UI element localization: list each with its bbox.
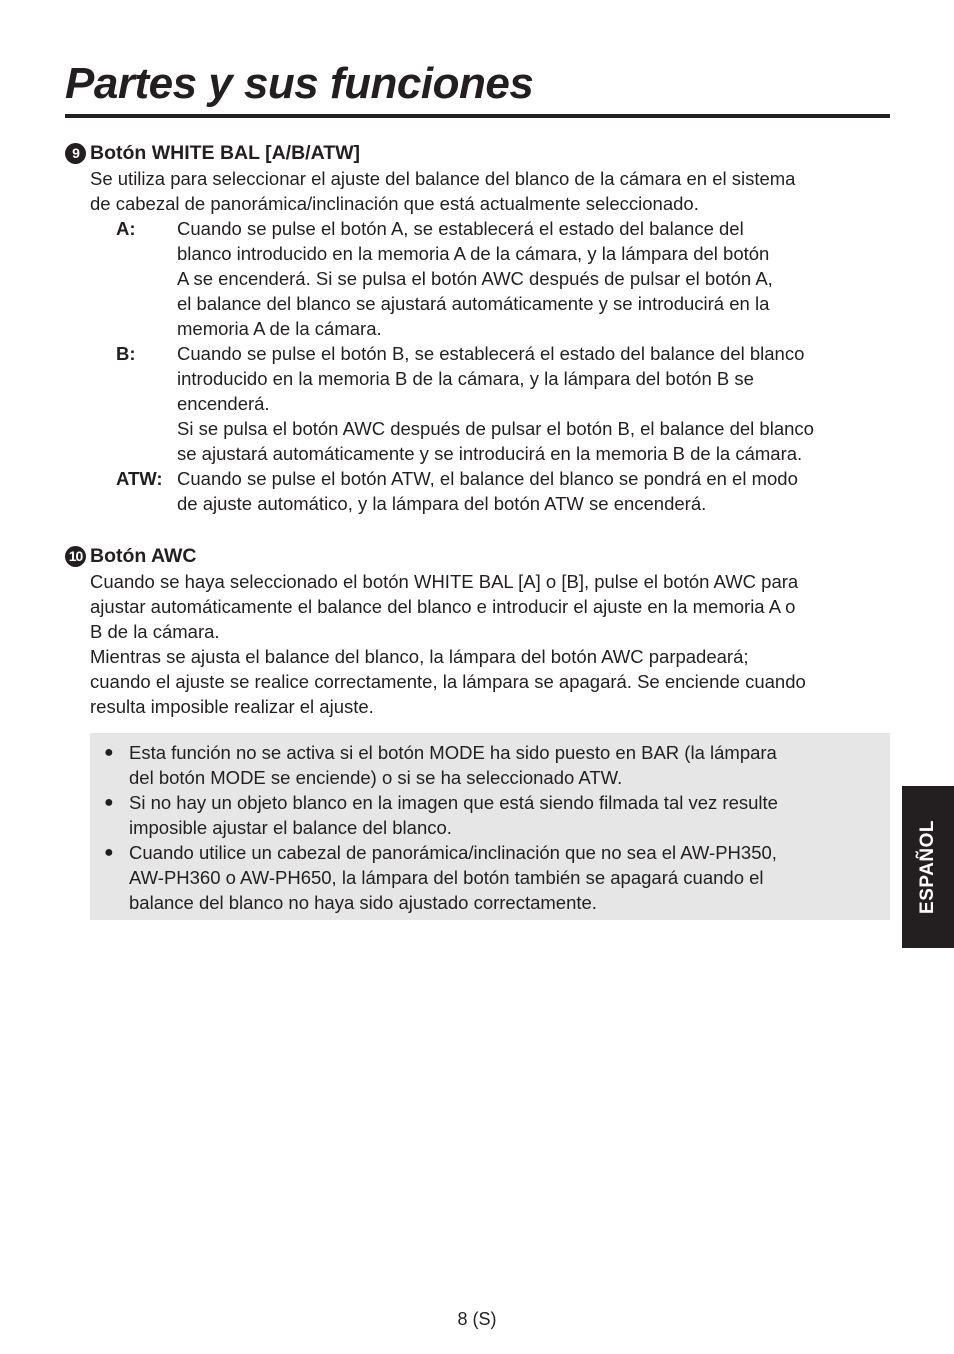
page-number: 8 (S)	[457, 1309, 497, 1329]
term-description	[177, 466, 890, 516]
text-line: Cuando se pulse el botón ATW, el balance del blanco se pondrá en el modo	[177, 468, 798, 489]
text-line: blanco introducido en la memoria A de la cámara, y la lámpara del botón	[177, 243, 770, 264]
note-item	[104, 840, 870, 915]
text-line: Si no hay un objeto blanco en la imagen que está siendo filmada tal vez resulte	[129, 792, 778, 813]
circled-number-9: 9	[65, 143, 86, 164]
text-line: B de la cámara.	[90, 621, 220, 642]
text-line: introducido en la memoria B de la cámara, y la lámpara del botón B se	[177, 368, 754, 389]
bullet-icon: ●	[104, 794, 114, 811]
text-line: Cuando utilice un cabezal de panorámica/inclinación que no sea el AW-PH350,	[129, 842, 777, 863]
bullet-icon: ●	[104, 844, 114, 861]
text-line: Se utiliza para seleccionar el ajuste del balance del blanco de la cámara en el sistema	[90, 168, 796, 189]
text-line: se ajustará automáticamente y se introducirá en la memoria B de la cámara.	[177, 443, 803, 464]
text-line: resulta imposible realizar el ajuste.	[90, 696, 374, 717]
term-description	[177, 341, 890, 466]
text-line: del botón MODE se enciende) o si se ha seleccionado ATW.	[129, 767, 623, 788]
text-line: encenderá.	[177, 393, 270, 414]
section-heading	[65, 141, 890, 166]
term-label: A:	[116, 218, 136, 239]
text-line: el balance del blanco se ajustará automáticamente y se introducirá en la	[177, 293, 770, 314]
section-awc	[65, 544, 890, 719]
definition-a	[116, 216, 890, 341]
text-line: ajustar automáticamente el balance del blanco e introducir el ajuste en la memoria A o	[90, 596, 796, 617]
text-line: memoria A de la cámara.	[177, 318, 382, 339]
definition-atw	[116, 466, 890, 516]
note-item	[104, 740, 870, 790]
language-tab-label: ESPAÑOL	[917, 820, 938, 914]
language-tab	[902, 786, 954, 948]
section-body	[90, 569, 890, 719]
definition-b	[116, 341, 890, 466]
heading-text: Botón WHITE BAL [A/B/ATW]	[90, 142, 361, 164]
term-description	[177, 216, 890, 341]
term-label: B:	[116, 343, 136, 364]
section-white-bal	[65, 141, 890, 516]
bullet-icon: ●	[104, 744, 114, 761]
section-heading	[65, 544, 890, 569]
text-line: de ajuste automático, y la lámpara del botón ATW se encenderá.	[177, 493, 707, 514]
text-line: balance del blanco no haya sido ajustado correctamente.	[129, 892, 597, 913]
text-line: Cuando se pulse el botón B, se establecerá el estado del balance del blanco	[177, 343, 805, 364]
text-line: Cuando se pulse el botón A, se establecerá el estado del balance del	[177, 218, 744, 239]
text-line: Si se pulsa el botón AWC después de pulsar el botón B, el balance del blanco	[177, 418, 814, 439]
notes-box	[90, 733, 890, 920]
text-line: de cabezal de panorámica/inclinación que está actualmente seleccionado.	[90, 193, 699, 214]
text-line: Cuando se haya seleccionado el botón WHITE BAL [A] o [B], pulse el botón AWC para	[90, 571, 799, 592]
text-line: A se encenderá. Si se pulsa el botón AWC después de pulsar el botón A,	[177, 268, 773, 289]
text-line: AW-PH360 o AW-PH650, la lámpara del botón también se apagará cuando el	[129, 867, 764, 888]
text-line: Mientras se ajusta el balance del blanco, la lámpara del botón AWC parpadeará;	[90, 646, 749, 667]
text-line: imposible ajustar el balance del blanco.	[129, 817, 452, 838]
circled-number-10: 10	[65, 546, 86, 567]
note-item	[104, 790, 870, 840]
heading-text: Botón AWC	[90, 545, 197, 567]
text-line: Esta función no se activa si el botón MODE ha sido puesto en BAR (la lámpara	[129, 742, 777, 763]
section-intro	[90, 166, 890, 216]
page-title: Partes y sus funciones	[65, 59, 534, 108]
definition-list	[116, 216, 890, 516]
title-rule	[65, 114, 890, 118]
term-label: ATW:	[116, 468, 163, 489]
text-line: cuando el ajuste se realice correctamente, la lámpara se apagará. Se enciende cuando	[90, 671, 806, 692]
